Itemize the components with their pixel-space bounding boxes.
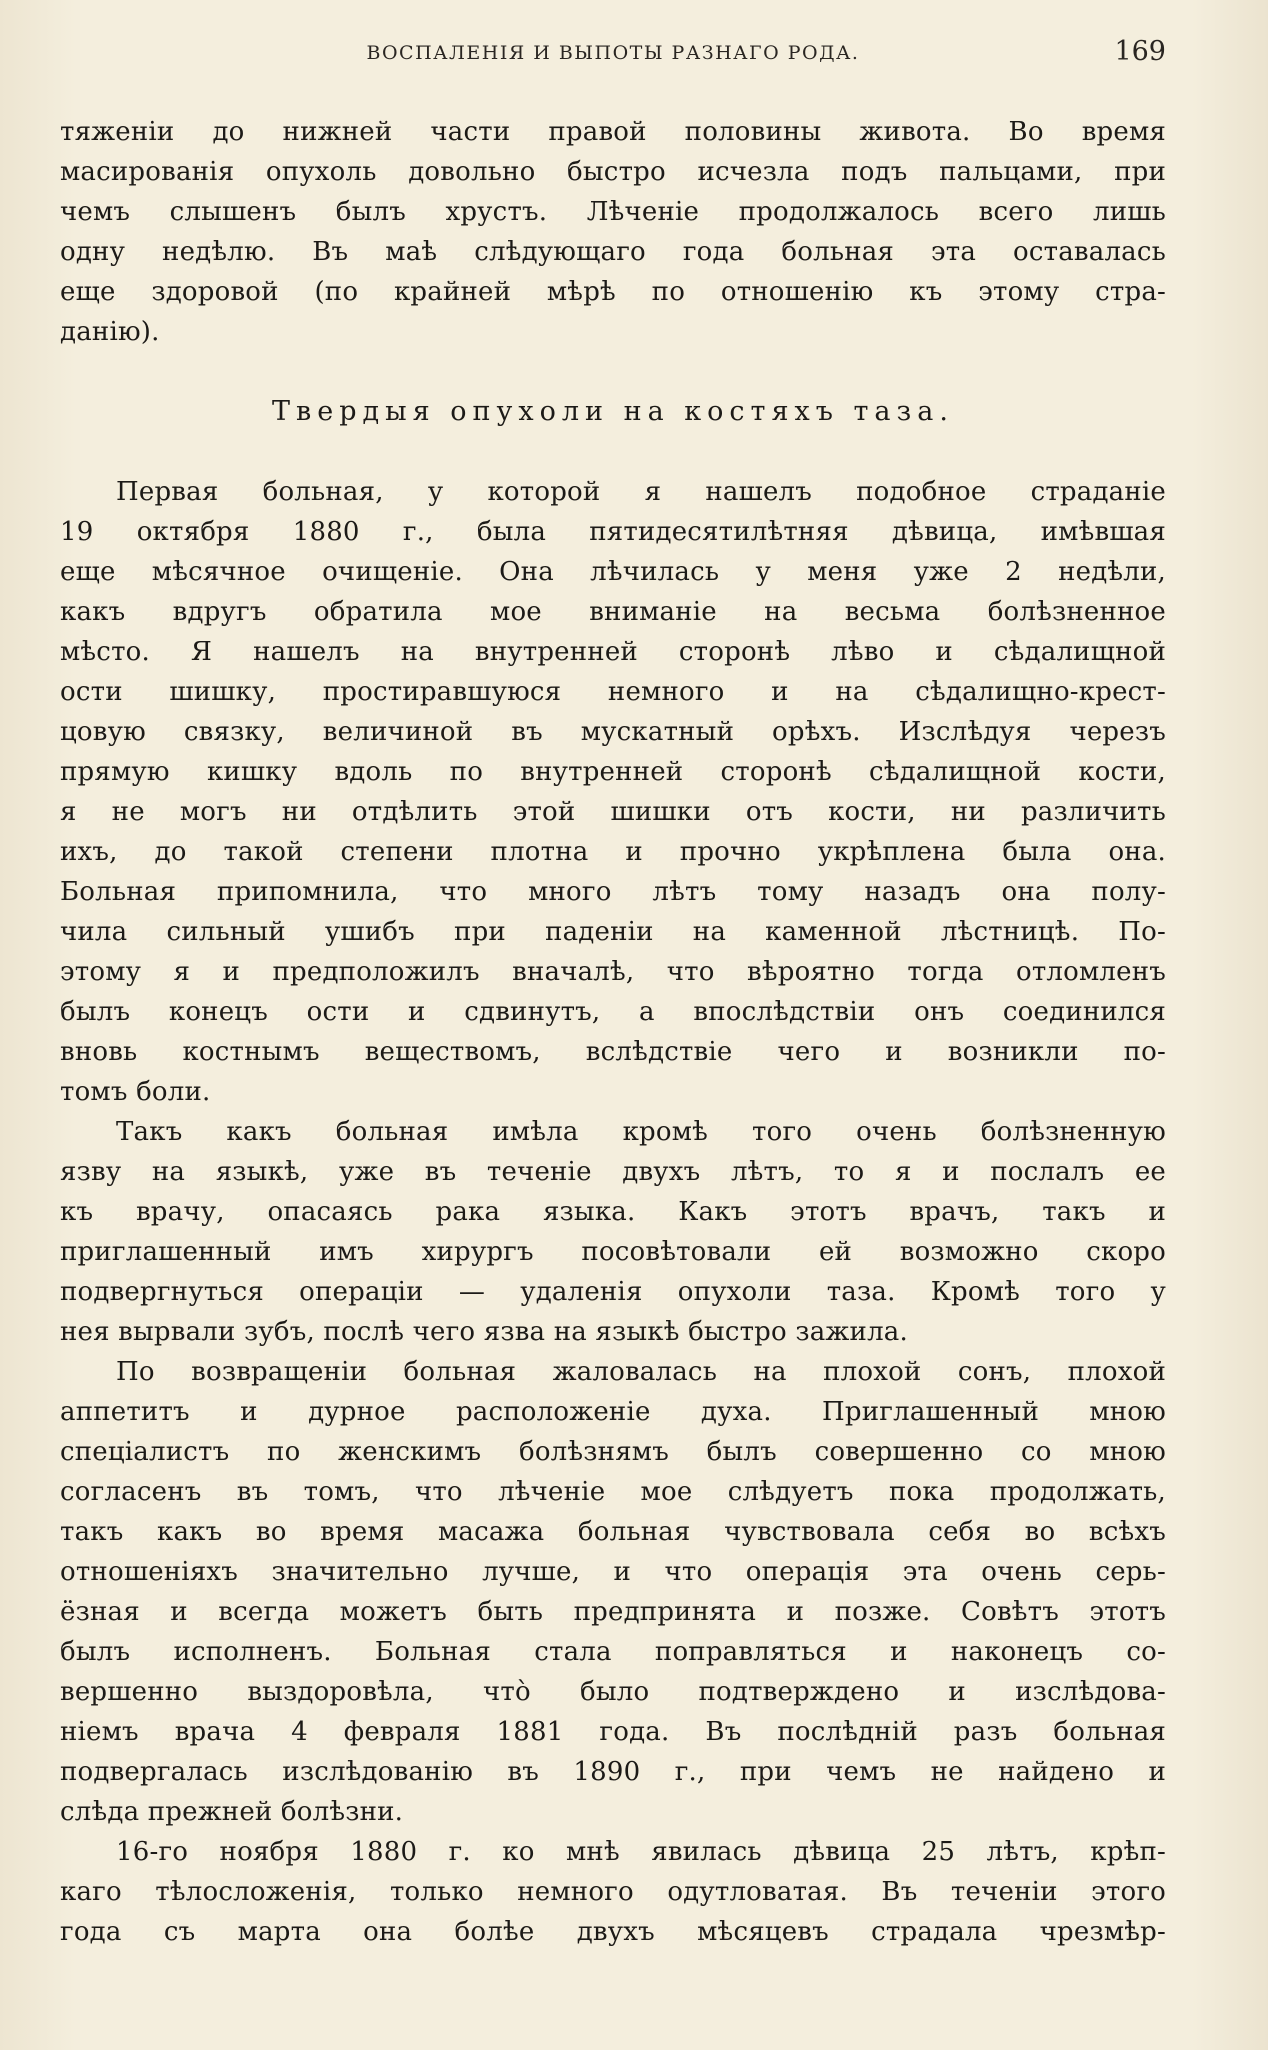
text-line: спеціалистъ по женскимъ болѣзнямъ былъ совершенно со мною [60,1437,1166,1467]
text-line: отношеніяхъ значительно лучше, и что операція эта очень серь- [60,1557,1166,1587]
text-line: 19 октября 1880 г., была пятидесятилѣтняя дѣвица, имѣвшая [60,517,1166,547]
text-line: Больная припомнила, что много лѣтъ тому назадъ она полу- [60,877,1166,907]
text-line: еще мѣсячное очищеніе. Она лѣчилась у меня уже 2 недѣли, [60,557,1166,587]
text-line: нея вырвали зубъ, послѣ чего язва на языкѣ быстро зажила. [60,1317,908,1347]
text-line: года съ марта она болѣе двухъ мѣсяцевъ страдала чрезмѣр- [60,1917,1166,1947]
text-line: къ врачу, опасаясь рака языка. Какъ этотъ врачъ, такъ и [60,1197,1166,1227]
text-line: одну недѣлю. Въ маѣ слѣдующаго года больная эта оставалась [60,237,1166,267]
text-line: какъ вдругъ обратила мое вниманіе на весьма болѣзненное [60,597,1166,627]
section-heading: Твердыя опухоли на костяхъ таза. [272,396,954,427]
text-line: ёзная и всегда можетъ быть предпринята и позже. Совѣтъ этотъ [60,1597,1166,1627]
text-line: я не могъ ни отдѣлить этой шишки отъ кости, ни различить [60,797,1166,827]
text-line: цовую связку, величиной въ мускатный орѣхъ. Изслѣдуя черезъ [60,717,1166,747]
text-line: ніемъ врача 4 февраля 1881 года. Въ послѣдній разъ больная [60,1717,1166,1747]
paragraph-first-line: По возвращеніи больная жаловалась на плохой сонъ, плохой [116,1357,1166,1387]
text-line: былъ исполненъ. Больная стала поправляться и наконецъ со- [60,1637,1166,1667]
text-line: такъ какъ во время масажа больная чувствовала себя во всѣхъ [60,1517,1166,1547]
text-line: согласенъ въ томъ, что лѣченіе мое слѣдуетъ пока продолжать, [60,1477,1166,1507]
text-line: аппетитъ и дурное расположеніе духа. Приглашенный мною [60,1397,1166,1427]
text-line: данію). [60,317,160,347]
text-line: чемъ слышенъ былъ хрустъ. Лѣченіе продолжалось всего лишь [60,197,1166,227]
text-line: подвергалась изслѣдованію въ 1890 г., при чемъ не найдено и [60,1757,1166,1787]
text-line: томъ боли. [60,1077,211,1107]
text-line: каго тѣлосложенія, только немного одутловатая. Въ теченіи этого [60,1877,1166,1907]
text-line: приглашенный имъ хирургъ посовѣтовали ей возможно скоро [60,1237,1166,1267]
spacer [60,352,1166,392]
text-line: прямую кишку вдоль по внутренней сторонѣ сѣдалищной кости, [60,757,1166,787]
text-line: ости шишку, простиравшуюся немного и на сѣдалищно-крест- [60,677,1166,707]
text-line: этому я и предположилъ вначалѣ, что вѣроятно тогда отломленъ [60,957,1166,987]
spacer [60,432,1166,472]
page-number: 169 [1114,36,1166,67]
text-line: мѣсто. Я нашелъ на внутренней сторонѣ лѣво и сѣдалищной [60,637,1166,667]
text-body [60,112,1166,1952]
text-line: еще здоровой (по крайней мѣрѣ по отношенію къ этому стра- [60,277,1166,307]
text-line: чила сильный ушибъ при паденіи на каменной лѣстницѣ. По- [60,917,1166,947]
text-line: вновь костнымъ веществомъ, вслѣдствіе чего и возникли по- [60,1037,1166,1067]
text-line: тяженіи до нижней части правой половины живота. Во время [60,117,1166,147]
paragraph-first-line: 16-го ноября 1880 г. ко мнѣ явилась дѣвица 25 лѣтъ, крѣп- [116,1837,1166,1867]
text-line: слѣда прежней болѣзни. [60,1797,404,1827]
paragraph-first-line: Первая больная, у которой я нашелъ подобное страданіе [116,477,1166,507]
text-line: ихъ, до такой степени плотна и прочно укрѣплена была она. [60,837,1166,867]
text-line: былъ конецъ ости и сдвинутъ, а впослѣдствіи онъ соединился [60,997,1166,1027]
paragraph-first-line: Такъ какъ больная имѣла кромѣ того очень болѣзненную [116,1117,1166,1147]
text-line: подвергнуться операціи — удаленія опухоли таза. Кромѣ того у [60,1277,1166,1307]
running-title: ВОСПАЛЕНІЯ И ВЫПОТЫ РАЗНАГО РОДА. [366,42,860,64]
text-line: язву на языкѣ, уже въ теченіе двухъ лѣтъ, то я и послалъ ее [60,1157,1166,1187]
text-line: вершенно выздоровѣла, что̀ было подтверждено и изслѣдова- [60,1677,1166,1707]
text-line: масированія опухоль довольно быстро исчезла подъ пальцами, при [60,157,1166,187]
running-head [60,36,1166,76]
